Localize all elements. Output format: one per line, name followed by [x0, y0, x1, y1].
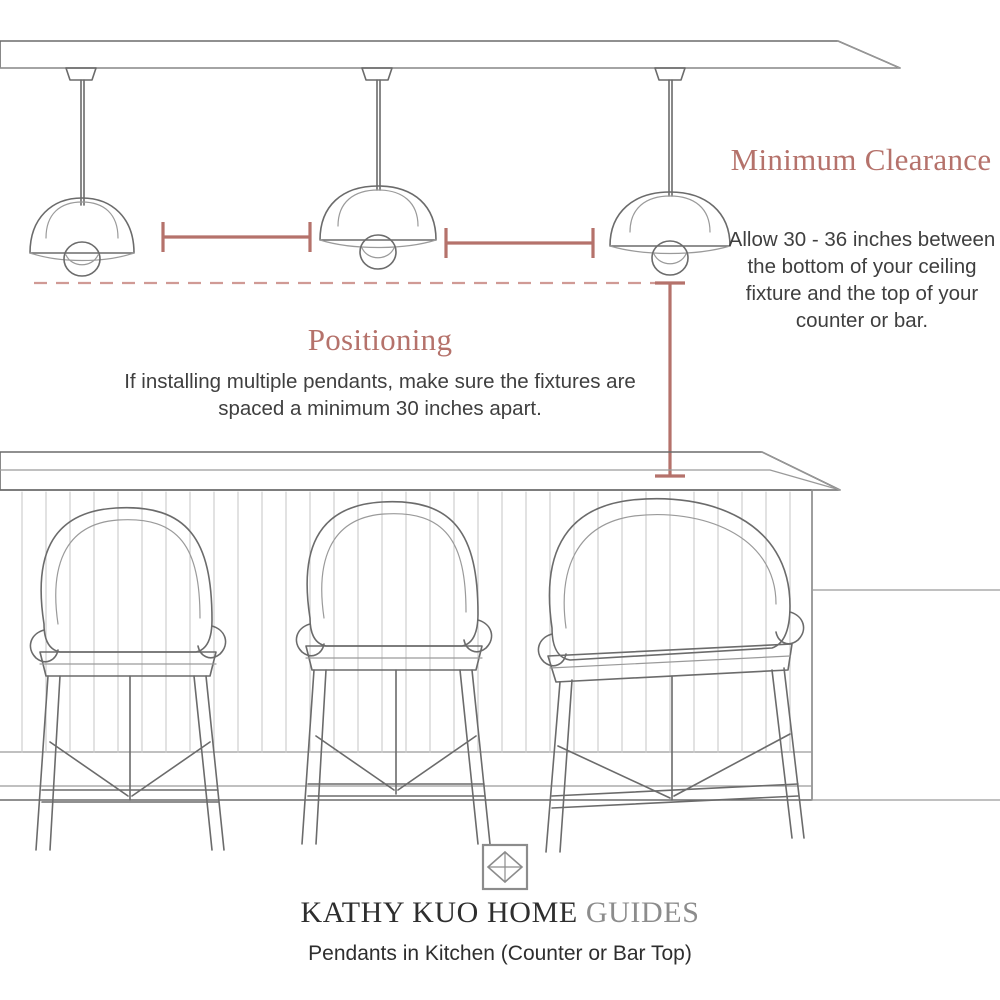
- pendant-light-3: [610, 68, 730, 275]
- pendant-light-2: [320, 68, 436, 269]
- footer-brand: [0, 896, 1000, 966]
- bar-stool-1: [30, 508, 225, 850]
- positioning-body: If installing multiple pendants, make sure the fixtures are spaced a minimum 30 inches apart.: [124, 370, 636, 420]
- brand-title: [0, 896, 1000, 930]
- spacing-measure-right: [446, 228, 593, 258]
- counter-island: [0, 452, 1000, 800]
- bar-stool-2: [296, 502, 491, 844]
- minimum-clearance-body: Allow 30 - 36 inches between the bottom of your ceiling fixture and the top of your counter or bar.: [728, 228, 996, 332]
- minimum-clearance-heading: Minimum Clearance: [730, 142, 992, 177]
- footer-subtitle: Pendants in Kitchen (Counter or Bar Top): [308, 942, 692, 965]
- positioning-heading: Positioning: [307, 322, 453, 357]
- brand-secondary: GUIDES: [585, 896, 700, 929]
- brand-primary: KATHY KUO HOME: [300, 896, 578, 929]
- kkh-diamond-logo: [483, 845, 527, 889]
- pendant-light-1: [30, 68, 134, 276]
- spacing-measure-left: [163, 222, 310, 252]
- ceiling: [0, 41, 900, 68]
- bar-stool-3: [538, 499, 804, 852]
